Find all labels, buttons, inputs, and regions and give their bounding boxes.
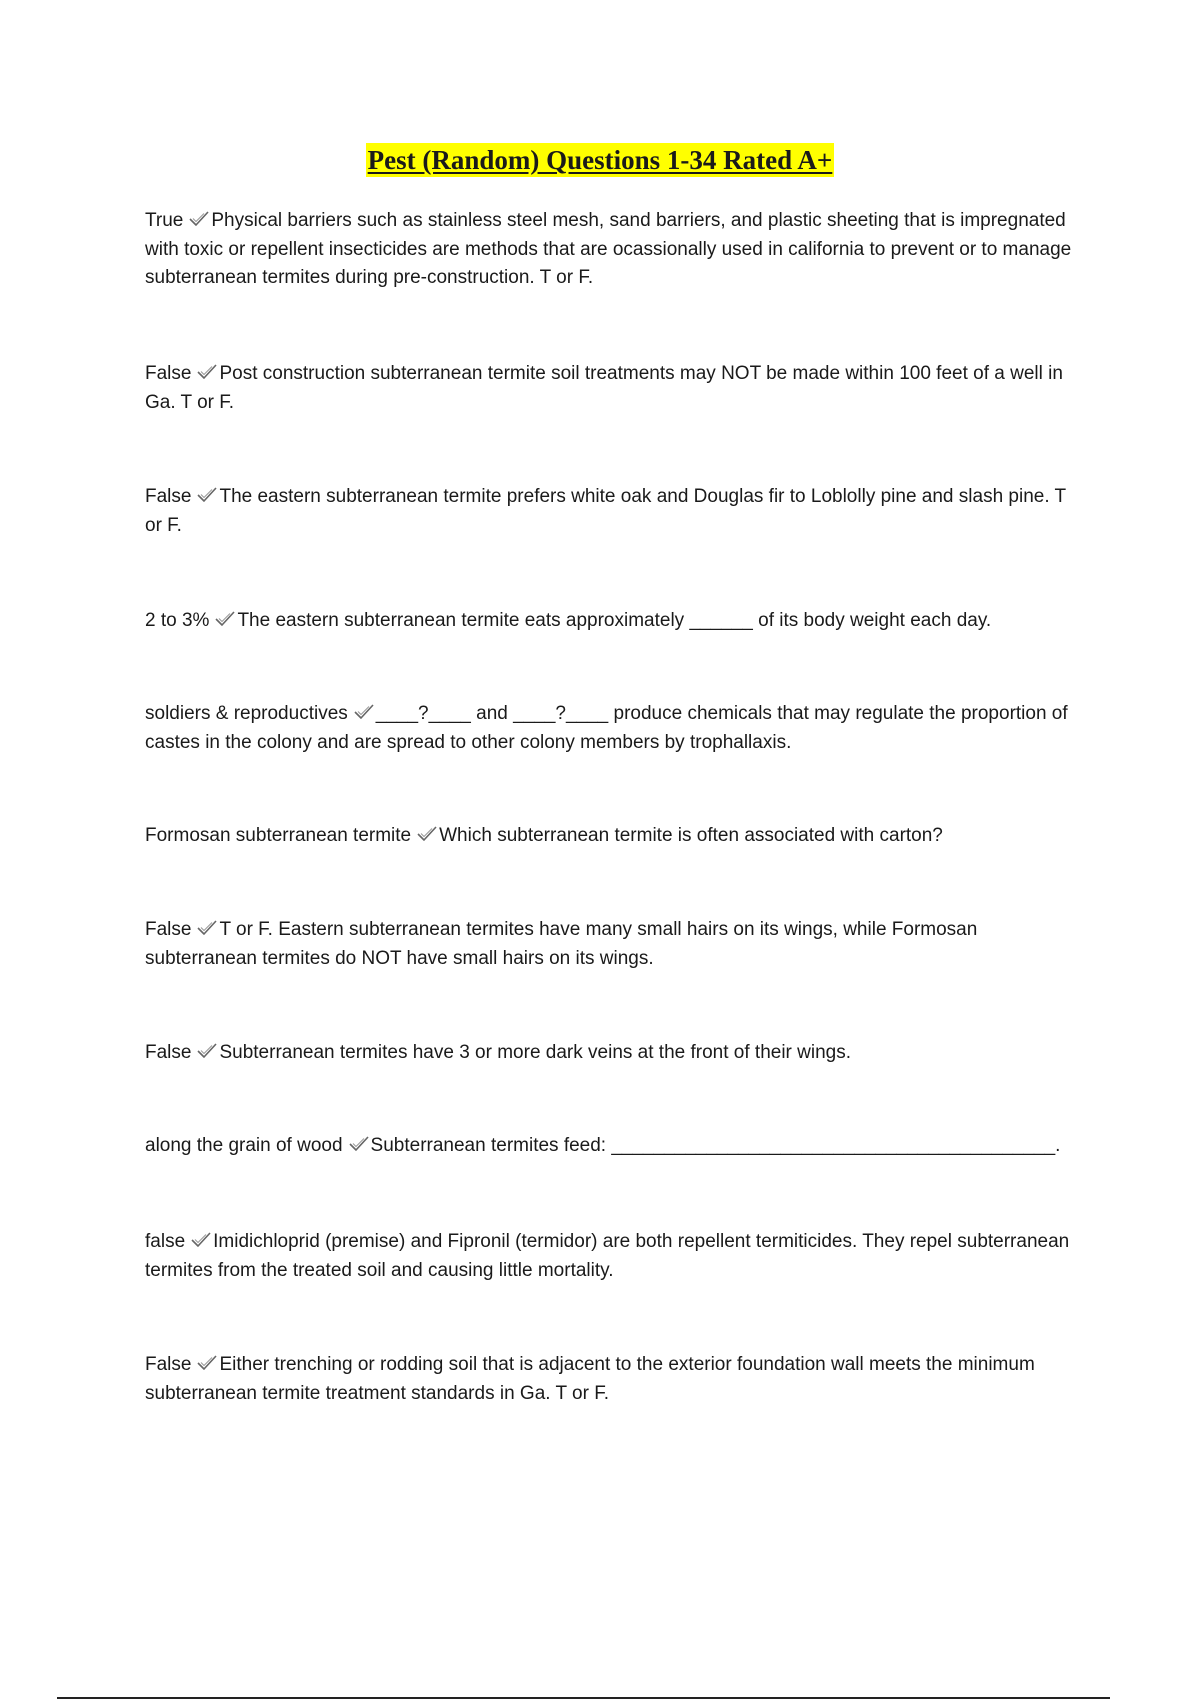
answer-text: False [145,486,192,507]
qa-item [145,360,1075,417]
qa-item [145,483,1075,540]
question-text: The eastern subterranean termite eats approximately ______ of its body weight each day. [237,610,992,631]
answer-text: True [145,210,184,231]
answer-text: Formosan subterranean termite [145,825,412,846]
answer-text: False [145,363,192,384]
question-text: T or F. Eastern subterranean termites have many small hairs on its wings, while Formosan subterranean termites do NOT have small hairs on its wings. [145,919,978,969]
check-badge-icon [196,486,218,504]
check-badge-icon [416,825,438,843]
qa-item [145,207,1075,293]
check-badge-icon [214,610,236,628]
question-text: Imidichloprid (premise) and Fipronil (termidor) are both repellent termiticides. They repel subterranean termites from the treated soil and causing little mortality. [145,1231,1070,1281]
qa-item [145,700,1075,757]
answer-text: soldiers & reproductives [145,703,348,724]
check-badge-icon [190,1231,212,1249]
answer-text: 2 to 3% [145,610,210,631]
check-badge-icon [196,363,218,381]
check-badge-icon [188,210,210,228]
question-text: ____?____ and ____?____ produce chemicals that may regulate the proportion of castes in the colony and are spread to other colony members by trophallaxis. [145,703,1068,753]
question-text: Which subterranean termite is often associated with carton? [439,825,943,846]
check-badge-icon [196,919,218,937]
answer-text: False [145,919,192,940]
check-badge-icon [196,1354,218,1372]
check-badge-icon [196,1042,218,1060]
qa-item [145,607,1075,636]
qa-item [145,1039,1075,1068]
answer-text: False [145,1042,192,1063]
page-bottom-rule [57,1697,1110,1699]
question-text: Physical barriers such as stainless steel mesh, sand barriers, and plastic sheeting that is impregnated with toxic or repellent insecticides are methods that are ocassionally used in california to prevent or to manage subterranean termites during pre-construction. T or F. [145,210,1072,288]
qa-item [145,822,1075,851]
answer-text: along the grain of wood [145,1135,343,1156]
qa-item [145,1351,1075,1408]
answer-text: false [145,1231,186,1252]
qa-item [145,1132,1075,1161]
check-badge-icon [348,1135,370,1153]
document-title: Pest (Random) Questions 1-34 Rated A+ [367,145,833,175]
qa-item [145,1228,1075,1285]
qa-item [145,916,1075,973]
question-text: Either trenching or rodding soil that is adjacent to the exterior foundation wall meets the minimum subterranean termite treatment standards in Ga. T or F. [145,1354,1035,1404]
answer-text: False [145,1354,192,1375]
question-text: Subterranean termites feed: __________________________________________. [370,1135,1061,1156]
question-text: The eastern subterranean termite prefers white oak and Douglas fir to Loblolly pine and slash pine. T or F. [145,486,1066,536]
question-text: Post construction subterranean termite soil treatments may NOT be made within 100 feet of a well in Ga. T or F. [145,363,1063,413]
title-container [0,143,1200,177]
check-badge-icon [353,703,375,721]
question-text: Subterranean termites have 3 or more dark veins at the front of their wings. [219,1042,852,1063]
